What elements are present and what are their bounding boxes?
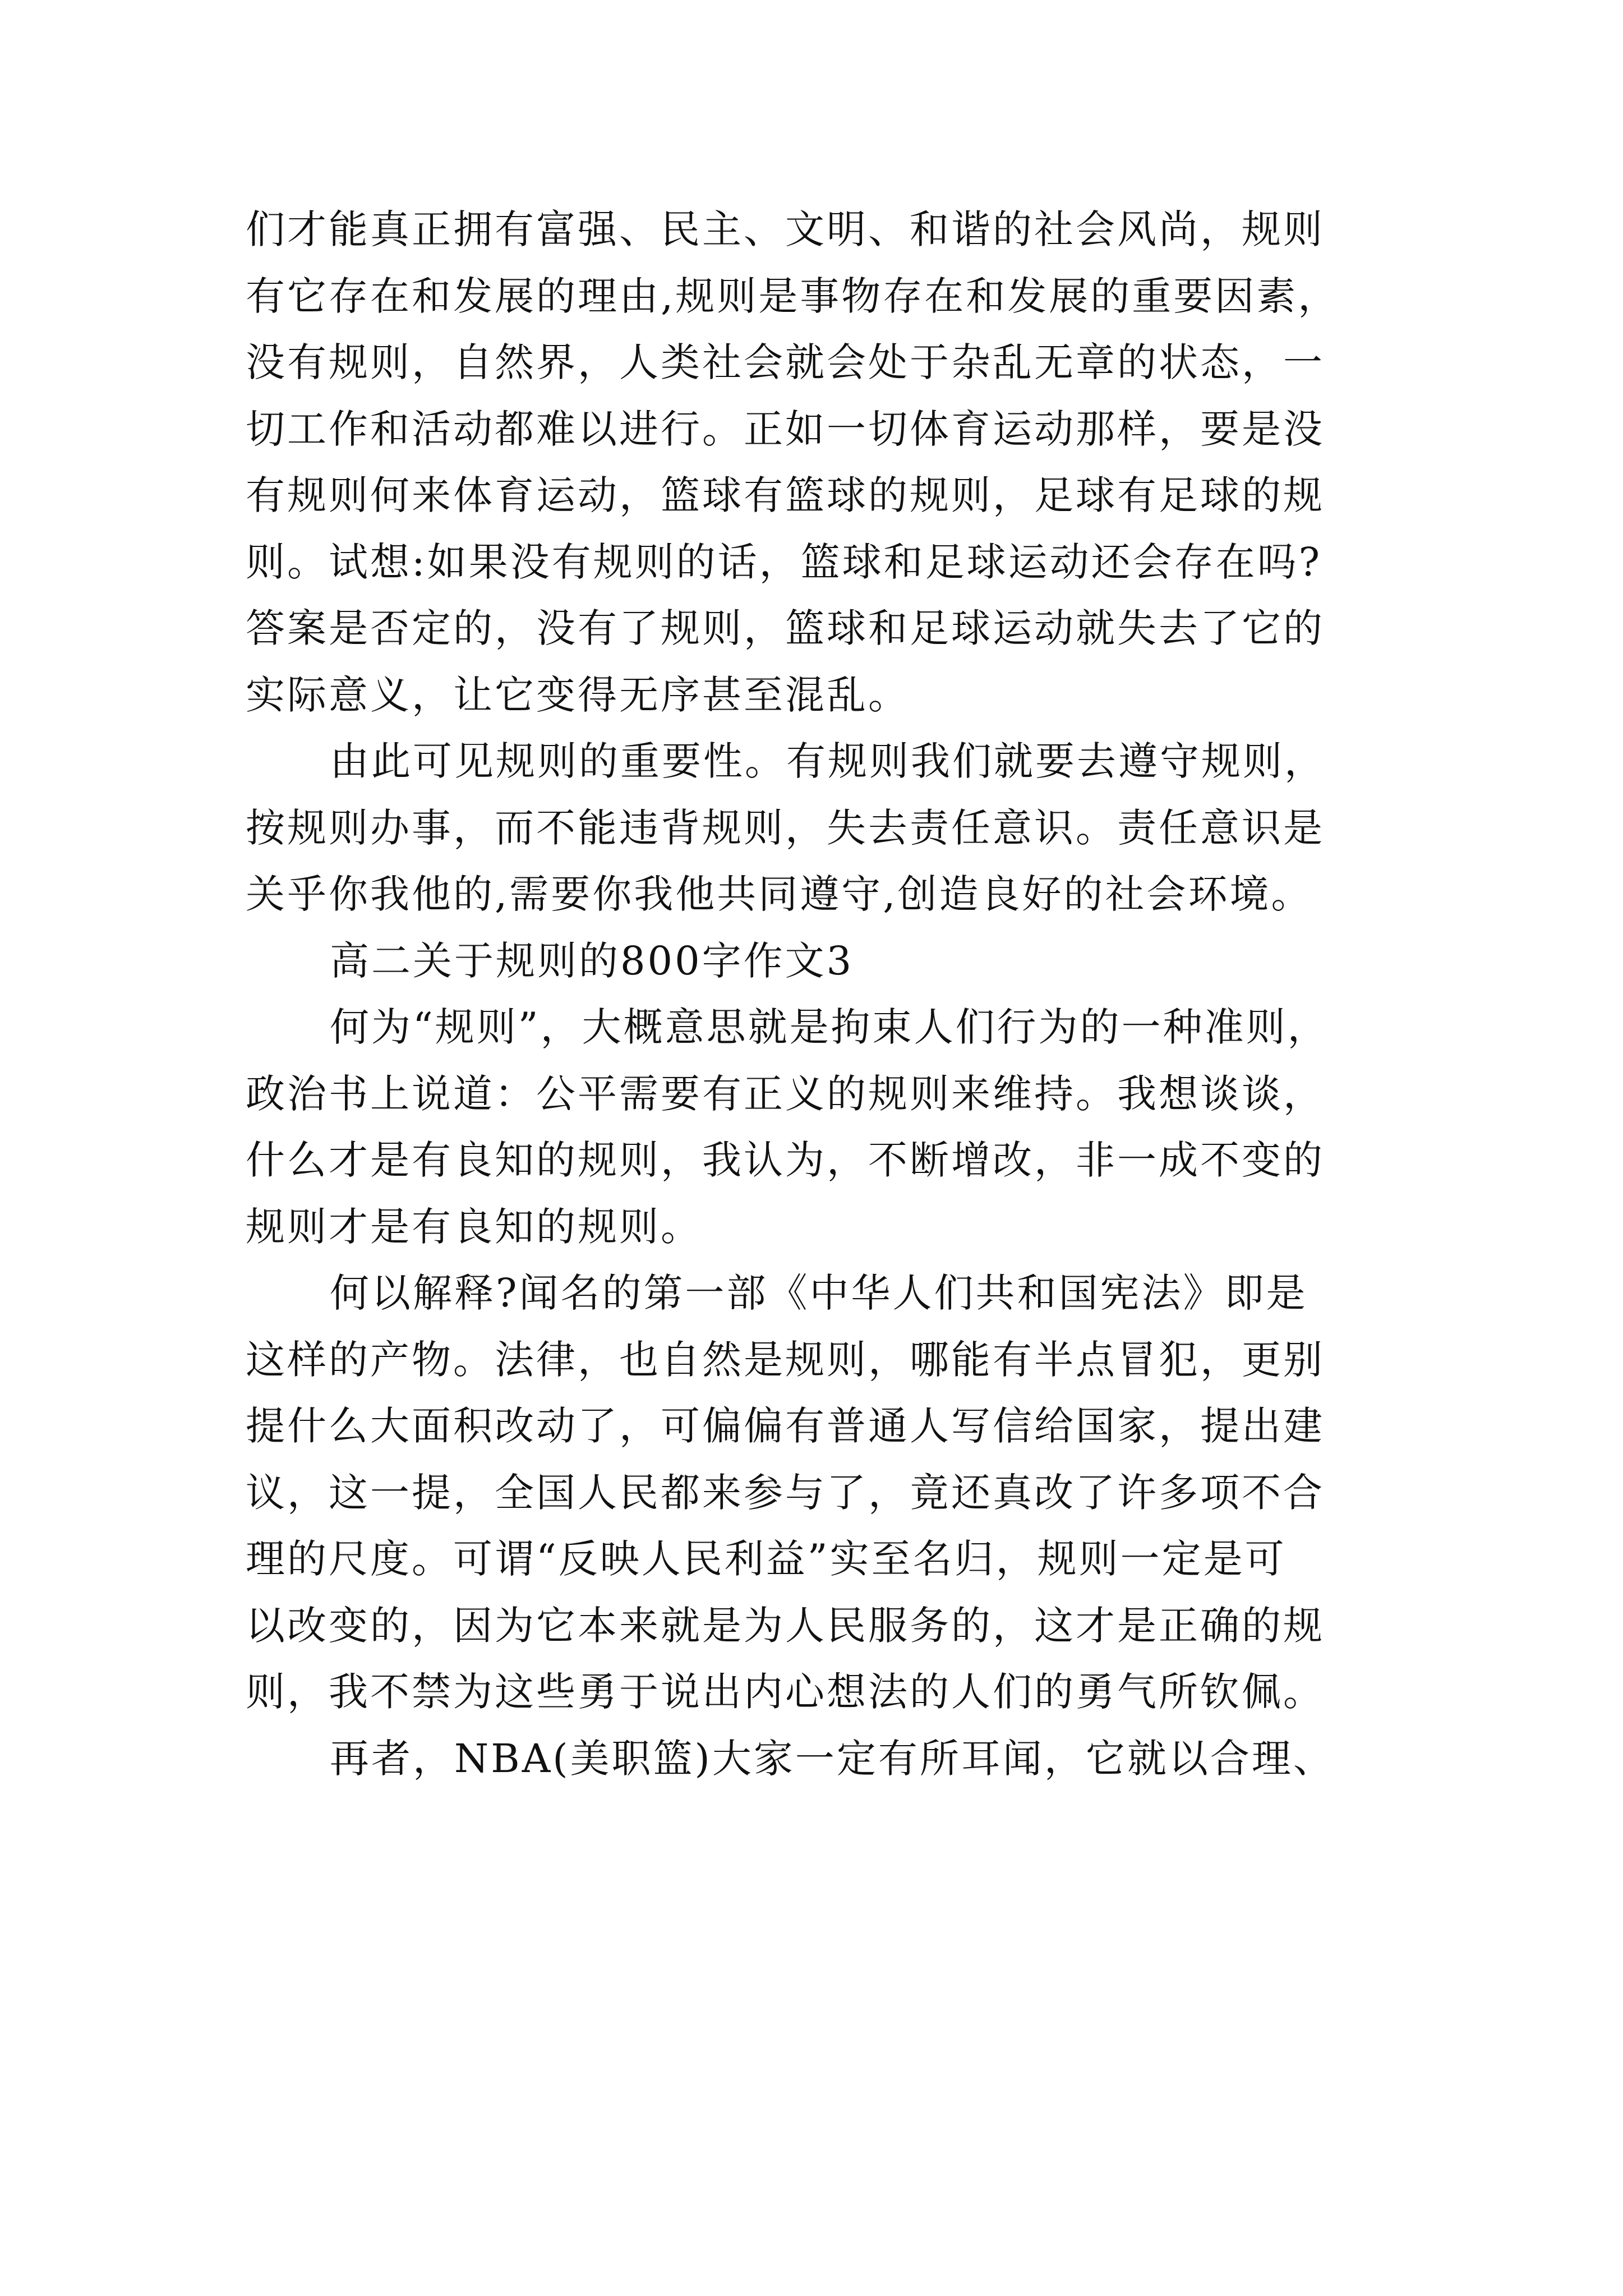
paragraph-start-line: 何以解释?闻名的第一部《中华人们共和国宪法》即是 bbox=[330, 1270, 1308, 1316]
text-line: 规则才是有良知的规则。 bbox=[246, 1203, 702, 1250]
paragraph-start-line: 再者，NBA(美职篮)大家一定有所耳闻，它就以合理、 bbox=[330, 1735, 1335, 1782]
text-line: 提什么大面积改动了，可偏偏有普通人写信给国家，提出建 bbox=[246, 1403, 1325, 1449]
text-line: 有它存在和发展的理由,规则是事物存在和发展的重要因素， bbox=[246, 273, 1340, 319]
text-line: 们才能真正拥有富强、民主、文明、和谐的社会风尚，规则 bbox=[246, 206, 1325, 252]
text-line: 则，我不禁为这些勇于说出内心想法的人们的勇气所钦佩。 bbox=[246, 1669, 1325, 1715]
paragraph-start-line: 何为“规则”，大概意思就是拘束人们行为的一种准则， bbox=[330, 1004, 1329, 1050]
text-line: 没有规则，自然界，人类社会就会处于杂乱无章的状态，一 bbox=[246, 339, 1325, 385]
section-heading: 高二关于规则的800字作文3 bbox=[330, 937, 854, 984]
text-line: 答案是否定的，没有了规则，篮球和足球运动就失去了它的 bbox=[246, 605, 1325, 651]
text-line: 政治书上说道：公平需要有正义的规则来维持。我想谈谈， bbox=[246, 1070, 1325, 1117]
text-line: 这样的产物。法律，也自然是规则，哪能有半点冒犯，更别 bbox=[246, 1336, 1325, 1383]
text-line: 关乎你我他的,需要你我他共同遵守,创造良好的社会环境。 bbox=[246, 871, 1313, 917]
text-line: 按规则办事，而不能违背规则，失去责任意识。责任意识是 bbox=[246, 804, 1325, 851]
text-line: 理的尺度。可谓“反映人民利益”实至名归，规则一定是可 bbox=[246, 1536, 1287, 1582]
paragraph-start-line: 由此可见规则的重要性。有规则我们就要去遵守规则， bbox=[330, 738, 1326, 784]
text-line: 有规则何来体育运动，篮球有篮球的规则，足球有足球的规 bbox=[246, 472, 1325, 518]
text-line: 则。试想:如果没有规则的话，篮球和足球运动还会存在吗? bbox=[246, 539, 1322, 585]
text-line: 实际意义，让它变得无序甚至混乱。 bbox=[246, 671, 910, 718]
essay-text bbox=[246, 196, 1395, 1792]
text-line: 议，这一提，全国人民都来参与了，竟还真改了许多项不合 bbox=[246, 1469, 1325, 1516]
text-line: 切工作和活动都难以进行。正如一切体育运动那样，要是没 bbox=[246, 406, 1325, 452]
text-line: 以改变的，因为它本来就是为人民服务的，这才是正确的规 bbox=[246, 1602, 1325, 1649]
text-line: 什么才是有良知的规则，我认为，不断增改，非一成不变的 bbox=[246, 1137, 1325, 1183]
